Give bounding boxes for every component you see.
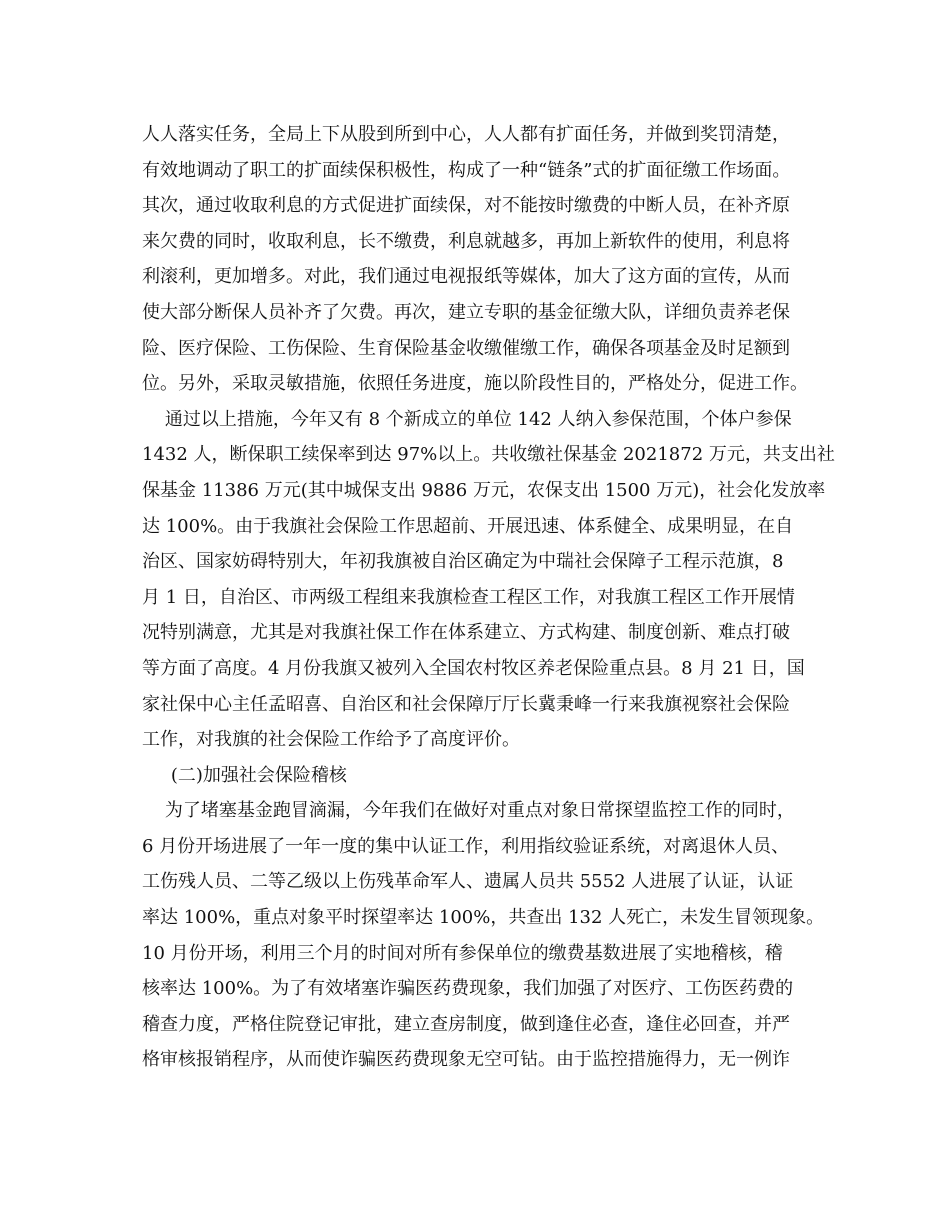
paragraph-start-line: 通过以上措施，今年又有 8 个新成立的单位 142 人纳入参保范围，个体户参保 (142, 408, 792, 430)
text-line: 保基金 11386 万元(其中城保支出 9886 万元，农保支出 1500 万元)，社会化发放率 (142, 479, 826, 501)
text-line: 况特别满意，尤其是对我旗社保工作在体系建立、方式构建、制度创新、难点打破 (142, 622, 790, 644)
text-line: 核率达 100%。为了有效堵塞诈骗医药费现象，我们加强了对医疗、工伤医药费的 (142, 978, 794, 1000)
text-line: 格审核报销程序，从而使诈骗医药费现象无空可钻。由于监控措施得力，无一例诈 (142, 1049, 790, 1071)
text-line: 家社保中心主任孟昭喜、自治区和社会保障厅厅长冀秉峰一行来我旗视察社会保险 (142, 693, 790, 715)
text-line: 1432 人，断保职工续保率到达 97%以上。共收缴社保基金 2021872 万元，共支出社 (142, 444, 835, 466)
text-line: 其次，通过收取利息的方式促进扩面续保，对不能按时缴费的中断人员，在补齐原 (142, 195, 790, 217)
text-line: 6 月份开场进展了一年一度的集中认证工作，利用指纹验证系统，对离退休人员、 (142, 835, 790, 857)
text-line: 等方面了高度。4 月份我旗又被列入全国农村牧区养老保险重点县。8 月 21 日，国 (142, 657, 805, 679)
text-line: 率达 100%，重点对象平时探望率达 100%，共查出 132 人死亡，未发生冒领现象。 (142, 907, 825, 929)
text-line: 工作，对我旗的社会保险工作给予了高度评价。 (142, 729, 520, 751)
paragraph-start-line: 为了堵塞基金跑冒滴漏，今年我们在做好对重点对象日常探望监控工作的同时， (142, 800, 795, 822)
text-line: 稽查力度，严格住院登记审批，建立查房制度，做到逢住必查，逢住必回查，并严 (142, 1013, 790, 1035)
text-line: 有效地调动了职工的扩面续保积极性，构成了一种“链条”式的扩面征缴工作场面。 (142, 159, 791, 181)
text-line: 人人落实任务，全局上下从股到所到中心，人人都有扩面任务，并做到奖罚清楚， (142, 124, 790, 145)
text-line: 月 1 日，自治区、市两级工程组来我旗检查工程区工作，对我旗工程区工作开展情 (142, 586, 795, 608)
text-line: 险、医疗保险、工伤保险、生育保险基金收缴催缴工作，确保各项基金及时足额到 (142, 337, 790, 359)
body-text (142, 117, 842, 1078)
text-line: 达 100%。由于我旗社会保险工作思超前、开展迅速、体系健全、成果明显，在自 (142, 515, 794, 537)
text-line: 来欠费的同时，收取利息，长不缴费，利息就越多，再加上新软件的使用，利息将 (142, 230, 790, 252)
section-heading: (二)加强社会保险稽核 (148, 764, 347, 786)
text-line: 治区、国家妨碍特别大，年初我旗被自治区确定为中瑞社会保障子工程示范旗，8 (142, 551, 784, 573)
text-line: 10 月份开场，利用三个月的时间对所有参保单位的缴费基数进展了实地稽核，稽 (142, 942, 783, 964)
text-line: 使大部分断保人员补齐了欠费。再次，建立专职的基金征缴大队，详细负责养老保 (142, 301, 790, 323)
text-line: 工伤残人员、二等乙级以上伤残革命军人、遗属人员共 5552 人进展了认证，认证 (142, 871, 794, 893)
text-line: 位。另外，采取灵敏措施，依照任务进度，施以阶段性目的，严格处分，促进工作。 (142, 373, 808, 395)
text-line: 利滚利，更加增多。对此，我们通过电视报纸等媒体，加大了这方面的宣传，从而 (142, 266, 790, 288)
